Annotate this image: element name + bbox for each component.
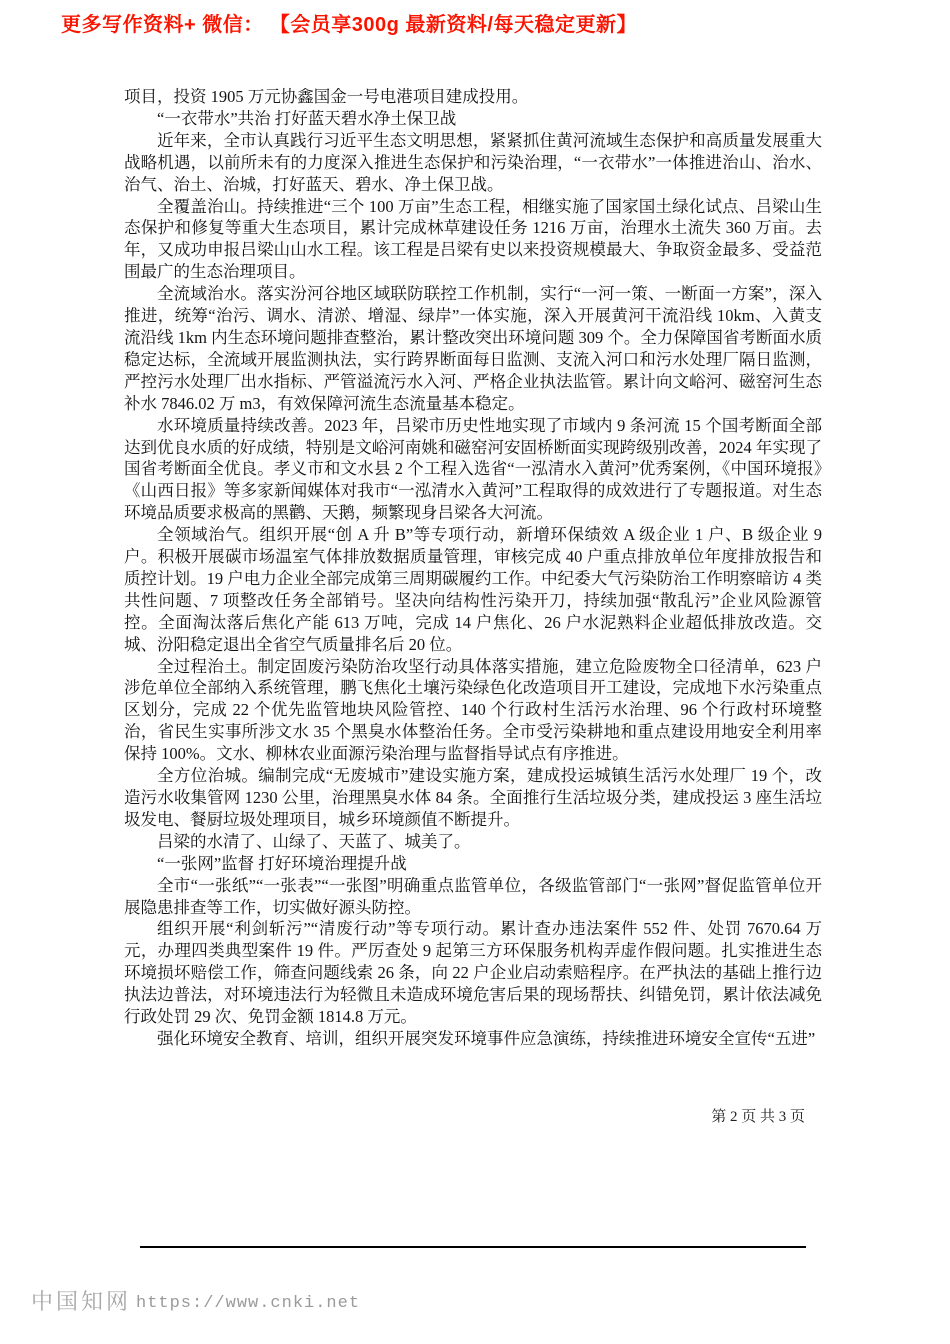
paragraph: 水环境质量持续改善。2023 年，吕梁市历史性地实现了市域内 9 条河流 15 个国考断面全部达到优良水质的好成绩，特别是文峪河南姚和磁窑河安固桥断面实现跨级别改善，2024 年实现了国省考断面全优良。孝义市和文水县 2 个工程入选省“一泓清水入黄河”优秀案例，《中国环境报》《山西日报》等多家新闻媒体对我市“一泓清水入黄河”工程取得的成效进行了专题报道。对生态环境品质要求极高的黑鹳、天鹅，频繁现身吕梁各大河流。 (124, 415, 823, 523)
paragraph: 全市“一张纸”“一张表”“一张图”明确重点监管单位，各级监管部门“一张网”督促监管单位开展隐患排查等工作，切实做好源头防控。 (124, 875, 822, 917)
paragraph: 全领域治气。组织开展“创 A 升 B”等专项行动，新增环保绩效 A 级企业 1 户、B 级企业 9 户。积极开展碳市场温室气体排放数据质量管理，审核完成 40 户重点排放单位年度排放报告和质控计划。19 户电力企业全部完成第三周期碳履约工作。中纪委大气污染防治工作明察暗访 4 类共性问题、7 项整改任务全部销号。坚决向结构性污染开刀，持续加强“散乱污”企业风险源管控。全面淘汰落后焦化产能 613 万吨，完成 14 户焦化、26 户水泥熟料企业超低排放改造。交城、汾阳稳定退出全省空气质量排名后 20 位。 (124, 525, 822, 654)
promo-banner-text: 更多写作资料+ 微信： 【会员享300g 最新资料/每天稳定更新】 (61, 14, 637, 36)
cnki-url-text: https://www.cnki.net (136, 1294, 361, 1313)
footer-divider-line (140, 1246, 806, 1248)
paragraph: 强化环境安全教育、培训，组织开展突发环境事件应急演练，持续推进环境安全宣传“五进” (157, 1028, 816, 1048)
subheading: “一衣带水”共治 打好蓝天碧水净土保卫战 (157, 108, 457, 128)
cnki-logo-text: 中国知网 (31, 1289, 132, 1314)
paragraph: 近年来，全市认真践行习近平生态文明思想，紧紧抓住黄河流域生态保护和高质量发展重大战略机遇，以前所未有的力度深入推进生态保护和污染治理，“一衣带水”一体推进治山、治水、治气、治土、治城，打好蓝天、碧水、净土保卫战。 (124, 130, 822, 194)
paragraph: 吕梁的水清了、山绿了、天蓝了、城美了。 (157, 831, 471, 851)
paragraph: 项目，投资 1905 万元协鑫国金一号电港项目建成投用。 (124, 87, 529, 106)
page-number-indicator: 第 2 页 共 3 页 (711, 1109, 805, 1125)
paragraph: 组织开展“利剑斩污”“清废行动”等专项行动。累计查办违法案件 552 件、处罚 7670.64 万元，办理四类典型案件 19 件。严厉查处 9 起第三方环保服务机构弄虚作假问题。扎实推进生态环境损坏赔偿工作，筛查问题线索 26 条，向 22 户企业启动索赔程序。在严执法的基础上推行边执法边普法，对环境违法行为轻微且未造成环境危害后果的现场帮扶、纠错免罚，累计依法减免行政处罚 29 次、免罚金额 1814.8 万元。 (124, 919, 822, 1027)
document-body (124, 86, 822, 1050)
paragraph: 全方位治城。编制完成“无废城市”建设实施方案，建成投运城镇生活污水处理厂 19 个，改造污水收集管网 1230 公里，治理黑臭水体 84 条。全面推行生活垃圾分类，建成投运 3 座生活垃圾发电、餐厨垃圾处理项目，城乡环境颜值不断提升。 (124, 766, 822, 829)
paragraph: 全过程治土。制定固废污染防治攻坚行动具体落实措施，建立危险废物全口径清单，623 户涉危单位全部纳入系统管理，鹏飞焦化土壤污染绿色化改造项目开工建设，完成地下水污染重点区划分，完成 22 个优先监管地块风险管控、140 个行政村生活污水治理、96 个行政村环境整治，省民生实事所涉文水 35 个黑臭水体整治任务。全市受污染耕地和重点建设用地安全利用率保持 100%。文水、柳林农业面源污染治理与监督指导试点有序推进。 (124, 656, 822, 764)
paragraph: 全流域治水。落实汾河谷地区域联防联控工作机制，实行“一河一策、一断面一方案”，深入推进，统筹“治污、调水、清淤、增湿、绿岸”一体实施，深入开展黄河干流沿线 10km、入黄支流沿线 1km 内生态环境问题排查整治，累计整改突出环境问题 309 个。全力保障国省考断面水质稳定达标，全流域开展监测执法，实行跨界断面每日监测、支流入河口和污水处理厂隔日监测，严控污水处理厂出水指标、严管溢流污水入河、严格企业执法监管。累计向文峪河、磁窑河生态补水 7846.02 万 m3，有效保障河流生态流量基本稳定。 (124, 284, 822, 413)
subheading: “一张网”监督 打好环境治理提升战 (157, 853, 407, 873)
paragraph: 全覆盖治山。持续推进“三个 100 万亩”生态工程，相继实施了国家国土绿化试点、吕梁山生态保护和修复等重大生态项目，累计完成林草建设任务 1216 万亩，治理水土流失 360 万亩。去年，又成功申报吕梁山山水工程。该工程是吕梁有史以来投资规模最大、争取资金最多、受益范围最广的生态治理项目。 (124, 196, 822, 282)
